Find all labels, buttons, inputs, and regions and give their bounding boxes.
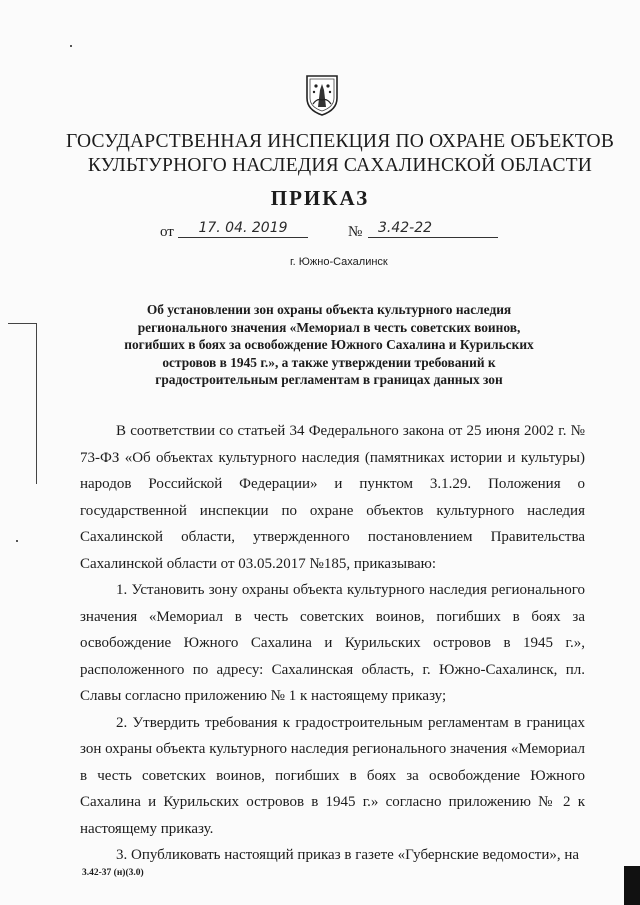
number-label: № — [348, 224, 363, 240]
handwritten-number: 3.42-22 — [368, 220, 498, 238]
form-code: 3.42-37 (н)(3.0) — [82, 868, 144, 878]
scan-speck — [70, 45, 72, 47]
organization-name-line1: ГОСУДАРСТВЕННАЯ ИНСПЕКЦИЯ ПО ОХРАНЕ ОБЪЕКТОВ — [65, 131, 615, 152]
scan-edge-mark — [624, 866, 640, 905]
subject-line4: островов в 1945 г.», а также утверждении требований к — [162, 354, 496, 370]
handwritten-date: 17. 04. 2019 — [178, 220, 308, 238]
organization-name-line2: КУЛЬТУРНОГО НАСЛЕДИЯ САХАЛИНСКОЙ ОБЛАСТИ — [87, 155, 593, 176]
item-2-paragraph: 2. Утвердить требования к градостроительным регламентам в границах зон охраны объекта культурного наследия регионального значения «Мемориал в честь советских воинов, погибших в боях за освобождение Южного Сахалина и Курильских островов в 1945 г.» согласно приложению № 2 к настоящему приказу. — [80, 714, 585, 837]
subject-line1: Об установлении зон охраны объекта культурного наследия — [146, 302, 512, 317]
sakhalin-coat-of-arms-icon — [304, 74, 340, 116]
city: г. Южно-Сахалинск — [290, 256, 388, 268]
date-number-line — [160, 222, 500, 246]
order-body — [80, 418, 585, 869]
item-3-paragraph: 3. Опубликовать настоящий приказ в газете «Губернские ведомости», на — [116, 847, 580, 863]
subject-line3: погибших в боях за освобождение Южного Сахалина и Курильских — [124, 337, 534, 352]
item-1-paragraph: 1. Установить зону охраны объекта культурного наследия регионального значения «Мемориал в честь советских воинов, погибших в боях за освобождение Южного Сахалина и Курильских островов в 1945 г.», расположенного по адресу: Сахалинская область, г. Южно-Сахалинск, пл. Славы согласно приложению № 1 к настоящему приказу; — [80, 582, 585, 704]
subject-line2: регионального значения «Мемориал в честь советских воинов, — [137, 319, 521, 335]
document-title: ПРИКАЗ — [270, 186, 370, 210]
scan-speck — [16, 540, 18, 542]
order-subject — [104, 301, 554, 389]
preamble-paragraph: В соответствии со статьей 34 Федерального закона от 25 июня 2002 г. № 73-ФЗ «Об объектах культурного наследия (памятниках истории и культуры) народов Российской Федерации» и пунктом 3.1.29. Положения о государственной инспекции по охране объектов культурного наследия Сахалинской области, утвержденного постановлением Правительства Сахалинской области от 03.05.2017 №185, приказываю: — [80, 423, 585, 572]
date-label: от — [160, 224, 174, 240]
subject-line5: градостроительным регламентам в границах данных зон — [155, 372, 503, 387]
margin-bracket-mark — [8, 323, 37, 484]
organization-name — [60, 130, 620, 178]
